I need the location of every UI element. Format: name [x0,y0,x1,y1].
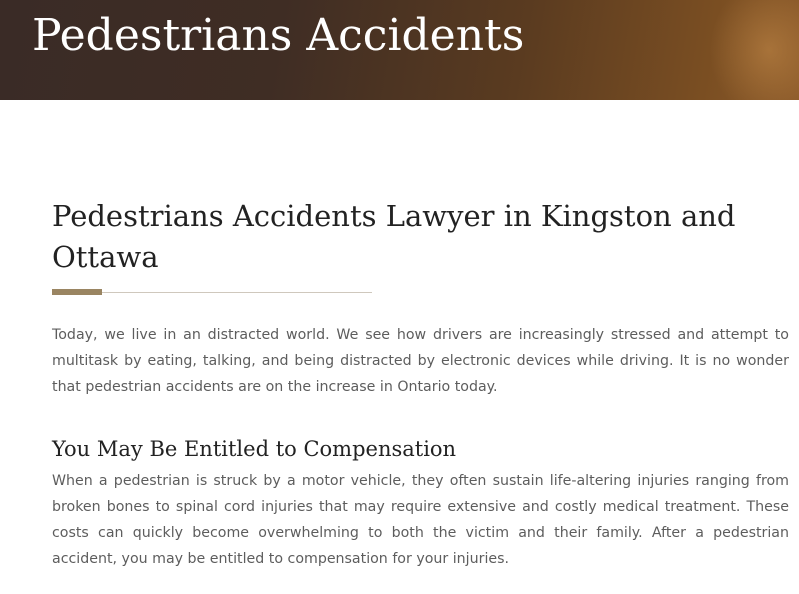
subsection-heading: You May Be Entitled to Compensation [52,437,457,461]
banner-glow [709,0,799,100]
section-heading: Pedestrians Accidents Lawyer in Kingston and Ottawa [52,199,736,274]
page-banner [0,0,799,100]
intro-paragraph: Today, we live in an distracted world. We see how drivers are increasingly stressed and attempt to multitask by eating, talking, and being distracted by electronic devices while driving. It is no wonder that pedestrian accidents are on the increase in Ontario today. [52,327,789,395]
divider-accent [52,289,102,295]
main-content [52,196,789,572]
page-title: Pedestrians Accidents [32,10,525,61]
body-paragraph: When a pedestrian is struck by a motor vehicle, they often sustain life-altering injuries ranging from broken bones to spinal cord injuries that may require extensive and costly medical treatment. These costs can quickly become overwhelming to both the victim and their family. After a pedestrian accident, you may be entitled to compensation for your injuries. [52,473,789,567]
heading-divider [52,288,372,296]
